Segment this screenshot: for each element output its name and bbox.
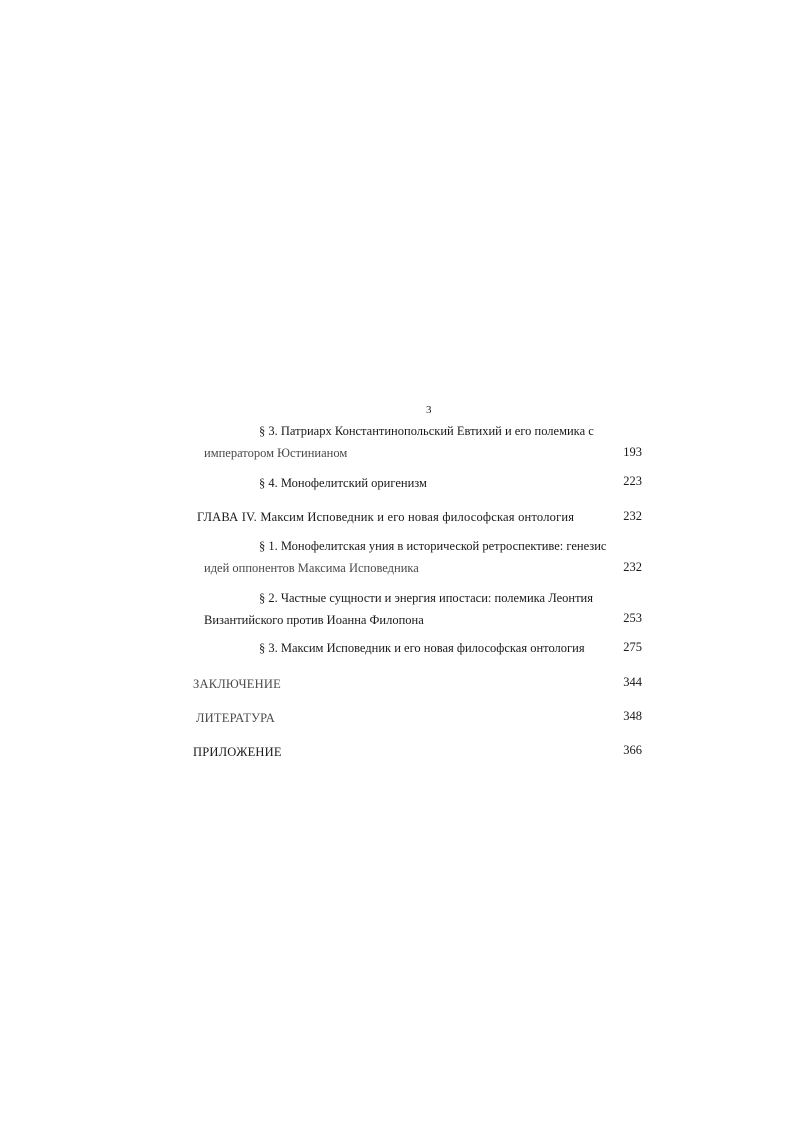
page-number: 3: [426, 404, 432, 416]
toc-entry-line: § 3. Максим Исповедник и его новая философская онтология: [259, 641, 585, 655]
toc-entry-line: § 3. Патриарх Константинопольский Евтихий и его полемика с: [259, 424, 594, 438]
toc-page-number: 232: [623, 509, 642, 523]
toc-section-heading: ЛИТЕРАТУРА: [196, 711, 275, 725]
toc-section-heading: ЗАКЛЮЧЕНИЕ: [193, 677, 281, 691]
toc-page-number: 223: [623, 474, 642, 488]
toc-page-number: 193: [623, 445, 642, 459]
toc-entry-line: § 2. Частные сущности и энергия ипостаси: полемика Леонтия: [259, 591, 593, 605]
toc-entry-line: § 1. Монофелитская уния в исторической ретроспективе: генезис: [259, 539, 607, 553]
toc-entry-line: Византийского против Иоанна Филопона: [204, 613, 424, 627]
toc-page-number: 348: [623, 709, 642, 723]
toc-entry-line: § 4. Монофелитский оригенизм: [259, 476, 427, 490]
toc-section-heading: ПРИЛОЖЕНИЕ: [193, 745, 282, 759]
toc-page-number: 232: [623, 560, 642, 574]
toc-entry-line: императором Юстинианом: [204, 446, 348, 460]
toc-page-number: 344: [623, 675, 642, 689]
toc-page-number: 253: [623, 611, 642, 625]
toc-page-number: 275: [623, 640, 642, 654]
toc-page-number: 366: [623, 743, 642, 757]
toc-entry-line: идей оппонентов Максима Исповедника: [204, 561, 419, 575]
toc-chapter-heading: ГЛАВА IV. Максим Исповедник и его новая философская онтология: [197, 510, 575, 524]
